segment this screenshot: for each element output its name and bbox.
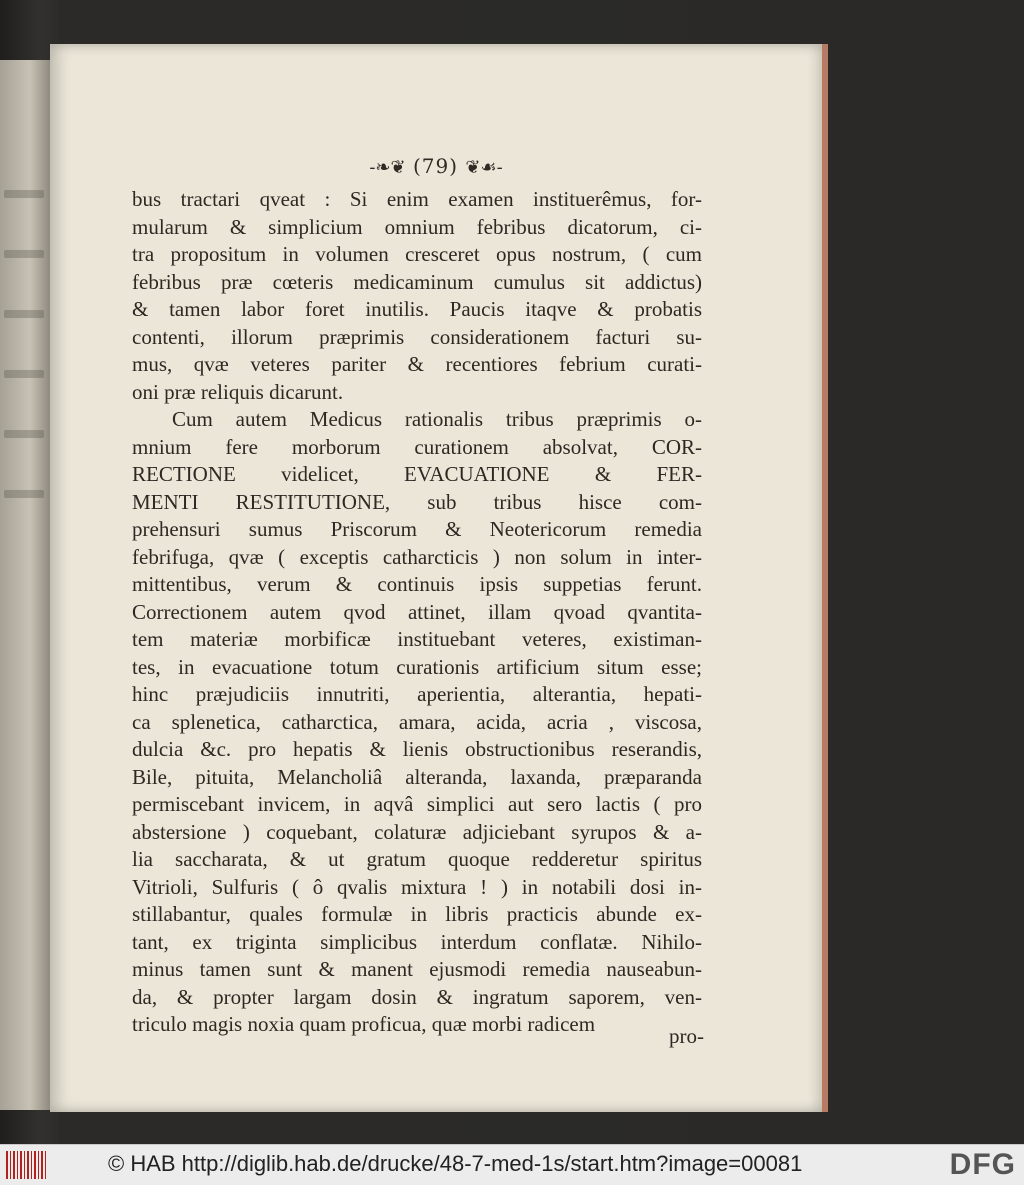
text-line: prehensuri sumus Priscorum & Neotericorum remedia	[132, 517, 702, 541]
text-line: minus tamen sunt & manent ejusmodi remedia nauseabun-	[132, 957, 702, 981]
text-line: MENTI RESTITUTIONE, sub tribus hisce com-	[132, 489, 702, 514]
bleed-through-mark	[4, 190, 44, 198]
text-line: Correctionem autem qvod attinet, illam qvoad qvantita-	[132, 599, 702, 624]
bleed-through-mark	[4, 430, 44, 438]
page-number: (79)	[412, 154, 458, 178]
source-url[interactable]: © HAB http://diglib.hab.de/drucke/48-7-med-1s/start.htm?image=00081	[108, 1151, 803, 1176]
footer-bar	[0, 1144, 1024, 1185]
text-line: ca splenetica, catharctica, amara, acida, acria , viscosa,	[132, 709, 702, 734]
text-line: triculo magis noxia quam proficua, quæ morbi radicem	[132, 1012, 596, 1036]
text-line: mnium fere morborum curationem absolvat, COR-	[132, 434, 702, 459]
bleed-through-mark	[4, 490, 44, 498]
text-line: bus tractari qveat : Si enim examen instituerêmus, for-	[132, 187, 702, 211]
text-line: oni præ reliquis dicarunt.	[132, 379, 344, 404]
text-line: dulcia &c. pro hepatis & lienis obstructionibus reserandis,	[132, 737, 702, 761]
text-line: Bile, pituita, Melancholiâ alteranda, laxanda, præparanda	[132, 764, 702, 789]
ornament-left: -❧❦	[369, 157, 406, 178]
text-line: RECTIONE videlicet, EVACUATIONE & FER-	[132, 462, 702, 486]
text-line: Cum autem Medicus rationalis tribus præprimis o-	[172, 407, 702, 431]
text-line: mularum & simplicium omnium febribus dicatorum, ci-	[132, 214, 702, 239]
text-line: & tamen labor foret inutilis. Paucis itaqve & probatis	[132, 297, 702, 321]
ornament-right: ❦☙-	[465, 157, 503, 178]
text-line: tes, in evacuatione totum curationis artificium situm esse;	[132, 654, 702, 679]
running-head	[50, 154, 822, 178]
text-line: contenti, illorum præprimis considerationem facturi su-	[132, 324, 702, 349]
text-line: tant, ex triginta simplicibus interdum conflatæ. Nihilo-	[132, 929, 702, 954]
bleed-through-mark	[4, 310, 44, 318]
text-line: abstersione ) coquebant, colaturæ adjiciebant syrupos & a-	[132, 819, 702, 844]
text-line: hinc præjudiciis innutriti, aperientia, alterantia, hepati-	[132, 682, 702, 706]
text-line: mittentibus, verum & continuis ipsis suppetias ferunt.	[132, 572, 702, 596]
text-line: Vitrioli, Sulfuris ( ô qvalis mixtura ! ) in notabili dosi in-	[132, 874, 702, 899]
text-line: tra propositum in volumen cresceret opus nostrum, ( cum	[132, 242, 702, 266]
text-line: permiscebant invicem, in aqvâ simplici aut sero lactis ( pro	[132, 792, 702, 816]
book-page	[50, 44, 822, 1112]
previous-page-edge	[0, 60, 50, 1110]
catchword: pro-	[669, 1024, 704, 1048]
text-line: stillabantur, quales formulæ in libris practicis abunde ex-	[132, 902, 702, 926]
text-line: febrifuga, qvæ ( exceptis catharcticis ) non solum in inter-	[132, 544, 702, 569]
dfg-logo: DFG	[949, 1148, 1016, 1181]
bleed-through-mark	[4, 370, 44, 378]
text-line: da, & propter largam dosin & ingratum saporem, ven-	[132, 984, 702, 1009]
barcode-icon	[6, 1151, 48, 1179]
body-text	[132, 186, 702, 1039]
text-line: febribus præ cœteris medicaminum cumulus sit addictus)	[132, 269, 702, 294]
text-line: mus, qvæ veteres pariter & recentiores febrium curati-	[132, 352, 702, 376]
text-line: lia saccharata, & ut gratum quoque redderetur spiritus	[132, 847, 702, 871]
text-line: tem materiæ morbificæ instituebant veteres, existiman-	[132, 627, 702, 651]
bleed-through-mark	[4, 250, 44, 258]
